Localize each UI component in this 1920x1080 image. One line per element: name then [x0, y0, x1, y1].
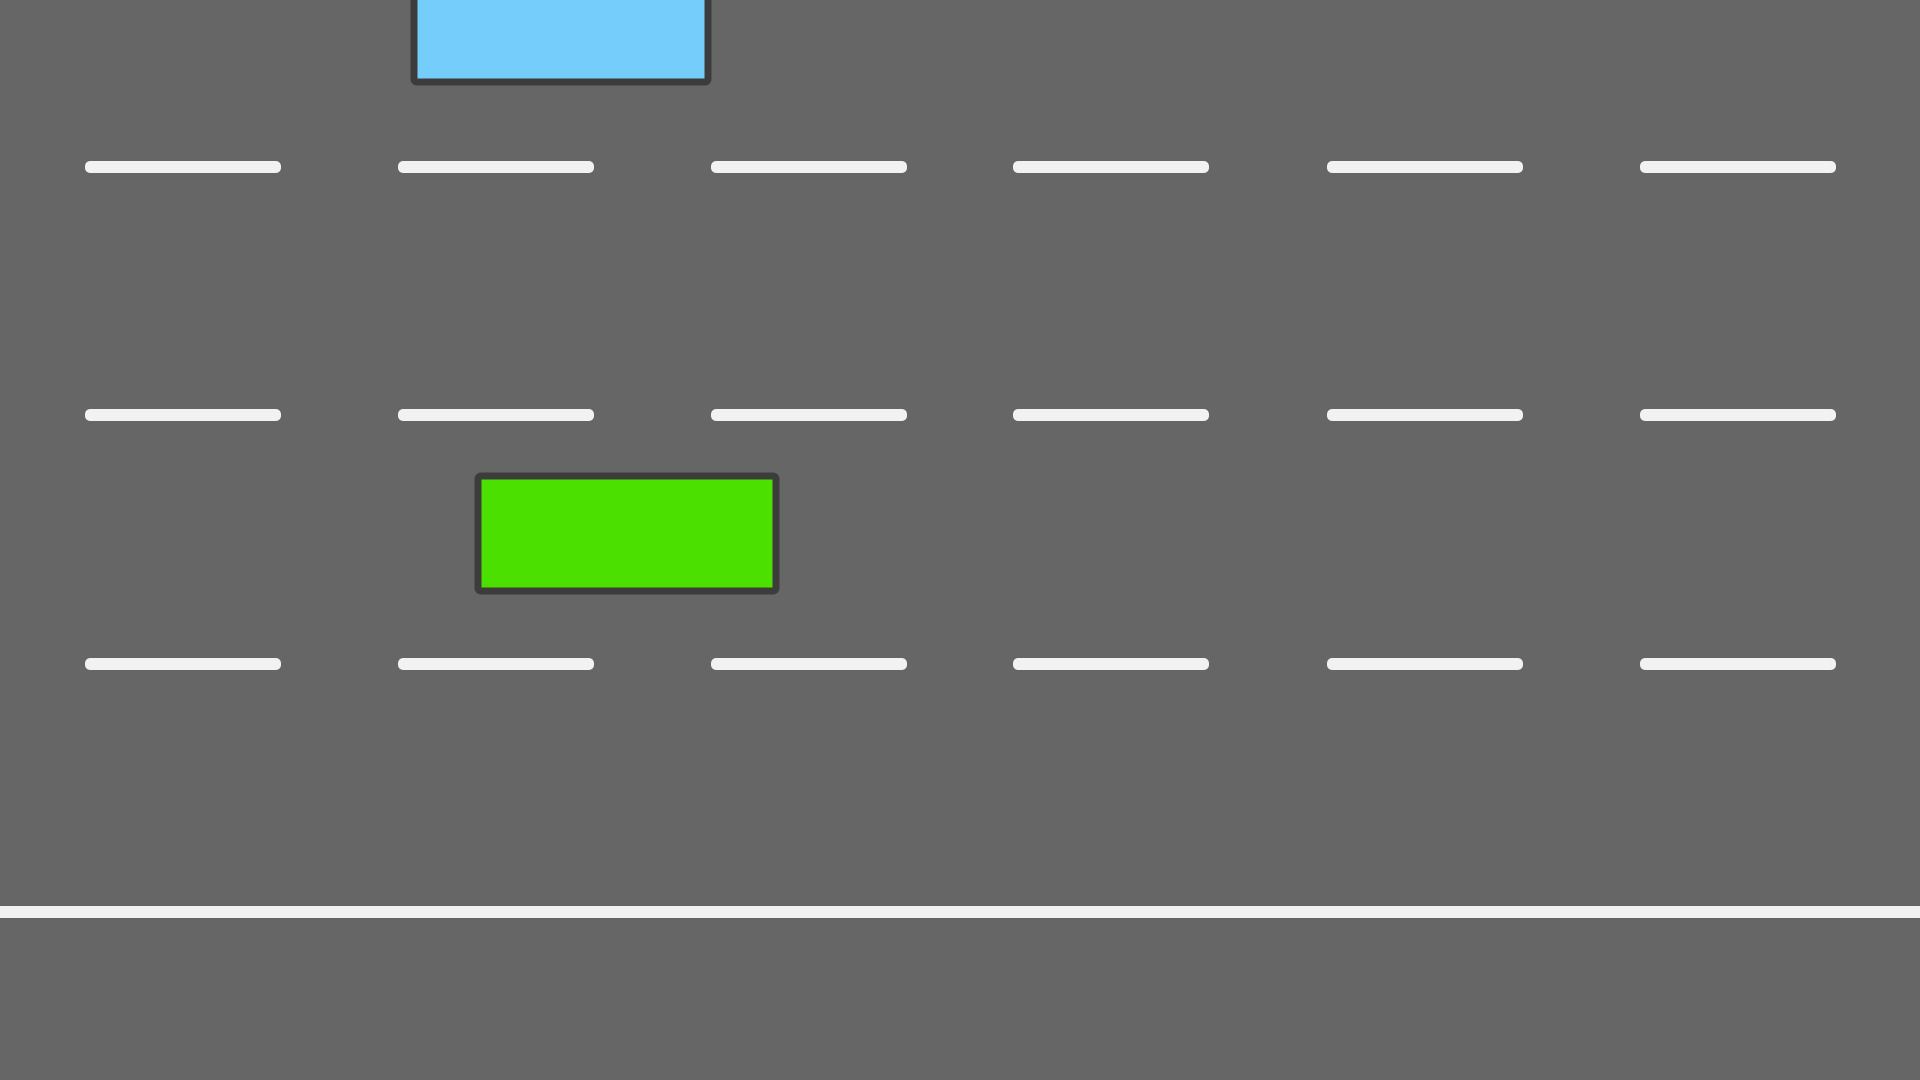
lane-dash — [1640, 658, 1836, 670]
blue-car — [414, 0, 708, 82]
lane-dash — [85, 409, 281, 421]
lane-dash — [711, 658, 907, 670]
green-car — [478, 476, 776, 591]
lane-dash — [85, 658, 281, 670]
lane-dash — [398, 658, 594, 670]
lane-dash — [1640, 161, 1836, 173]
lane-dash — [398, 161, 594, 173]
lane-dash — [711, 409, 907, 421]
lane-dash — [1640, 409, 1836, 421]
lane-dash — [85, 161, 281, 173]
lane-dash — [1013, 409, 1209, 421]
lane-dash — [1327, 409, 1523, 421]
lane-dash — [1013, 658, 1209, 670]
lane-dash — [1327, 658, 1523, 670]
lane-dash — [398, 409, 594, 421]
road-edge-line — [0, 906, 1920, 918]
lane-dash — [1327, 161, 1523, 173]
lane-dash — [711, 161, 907, 173]
lane-dash — [1013, 161, 1209, 173]
